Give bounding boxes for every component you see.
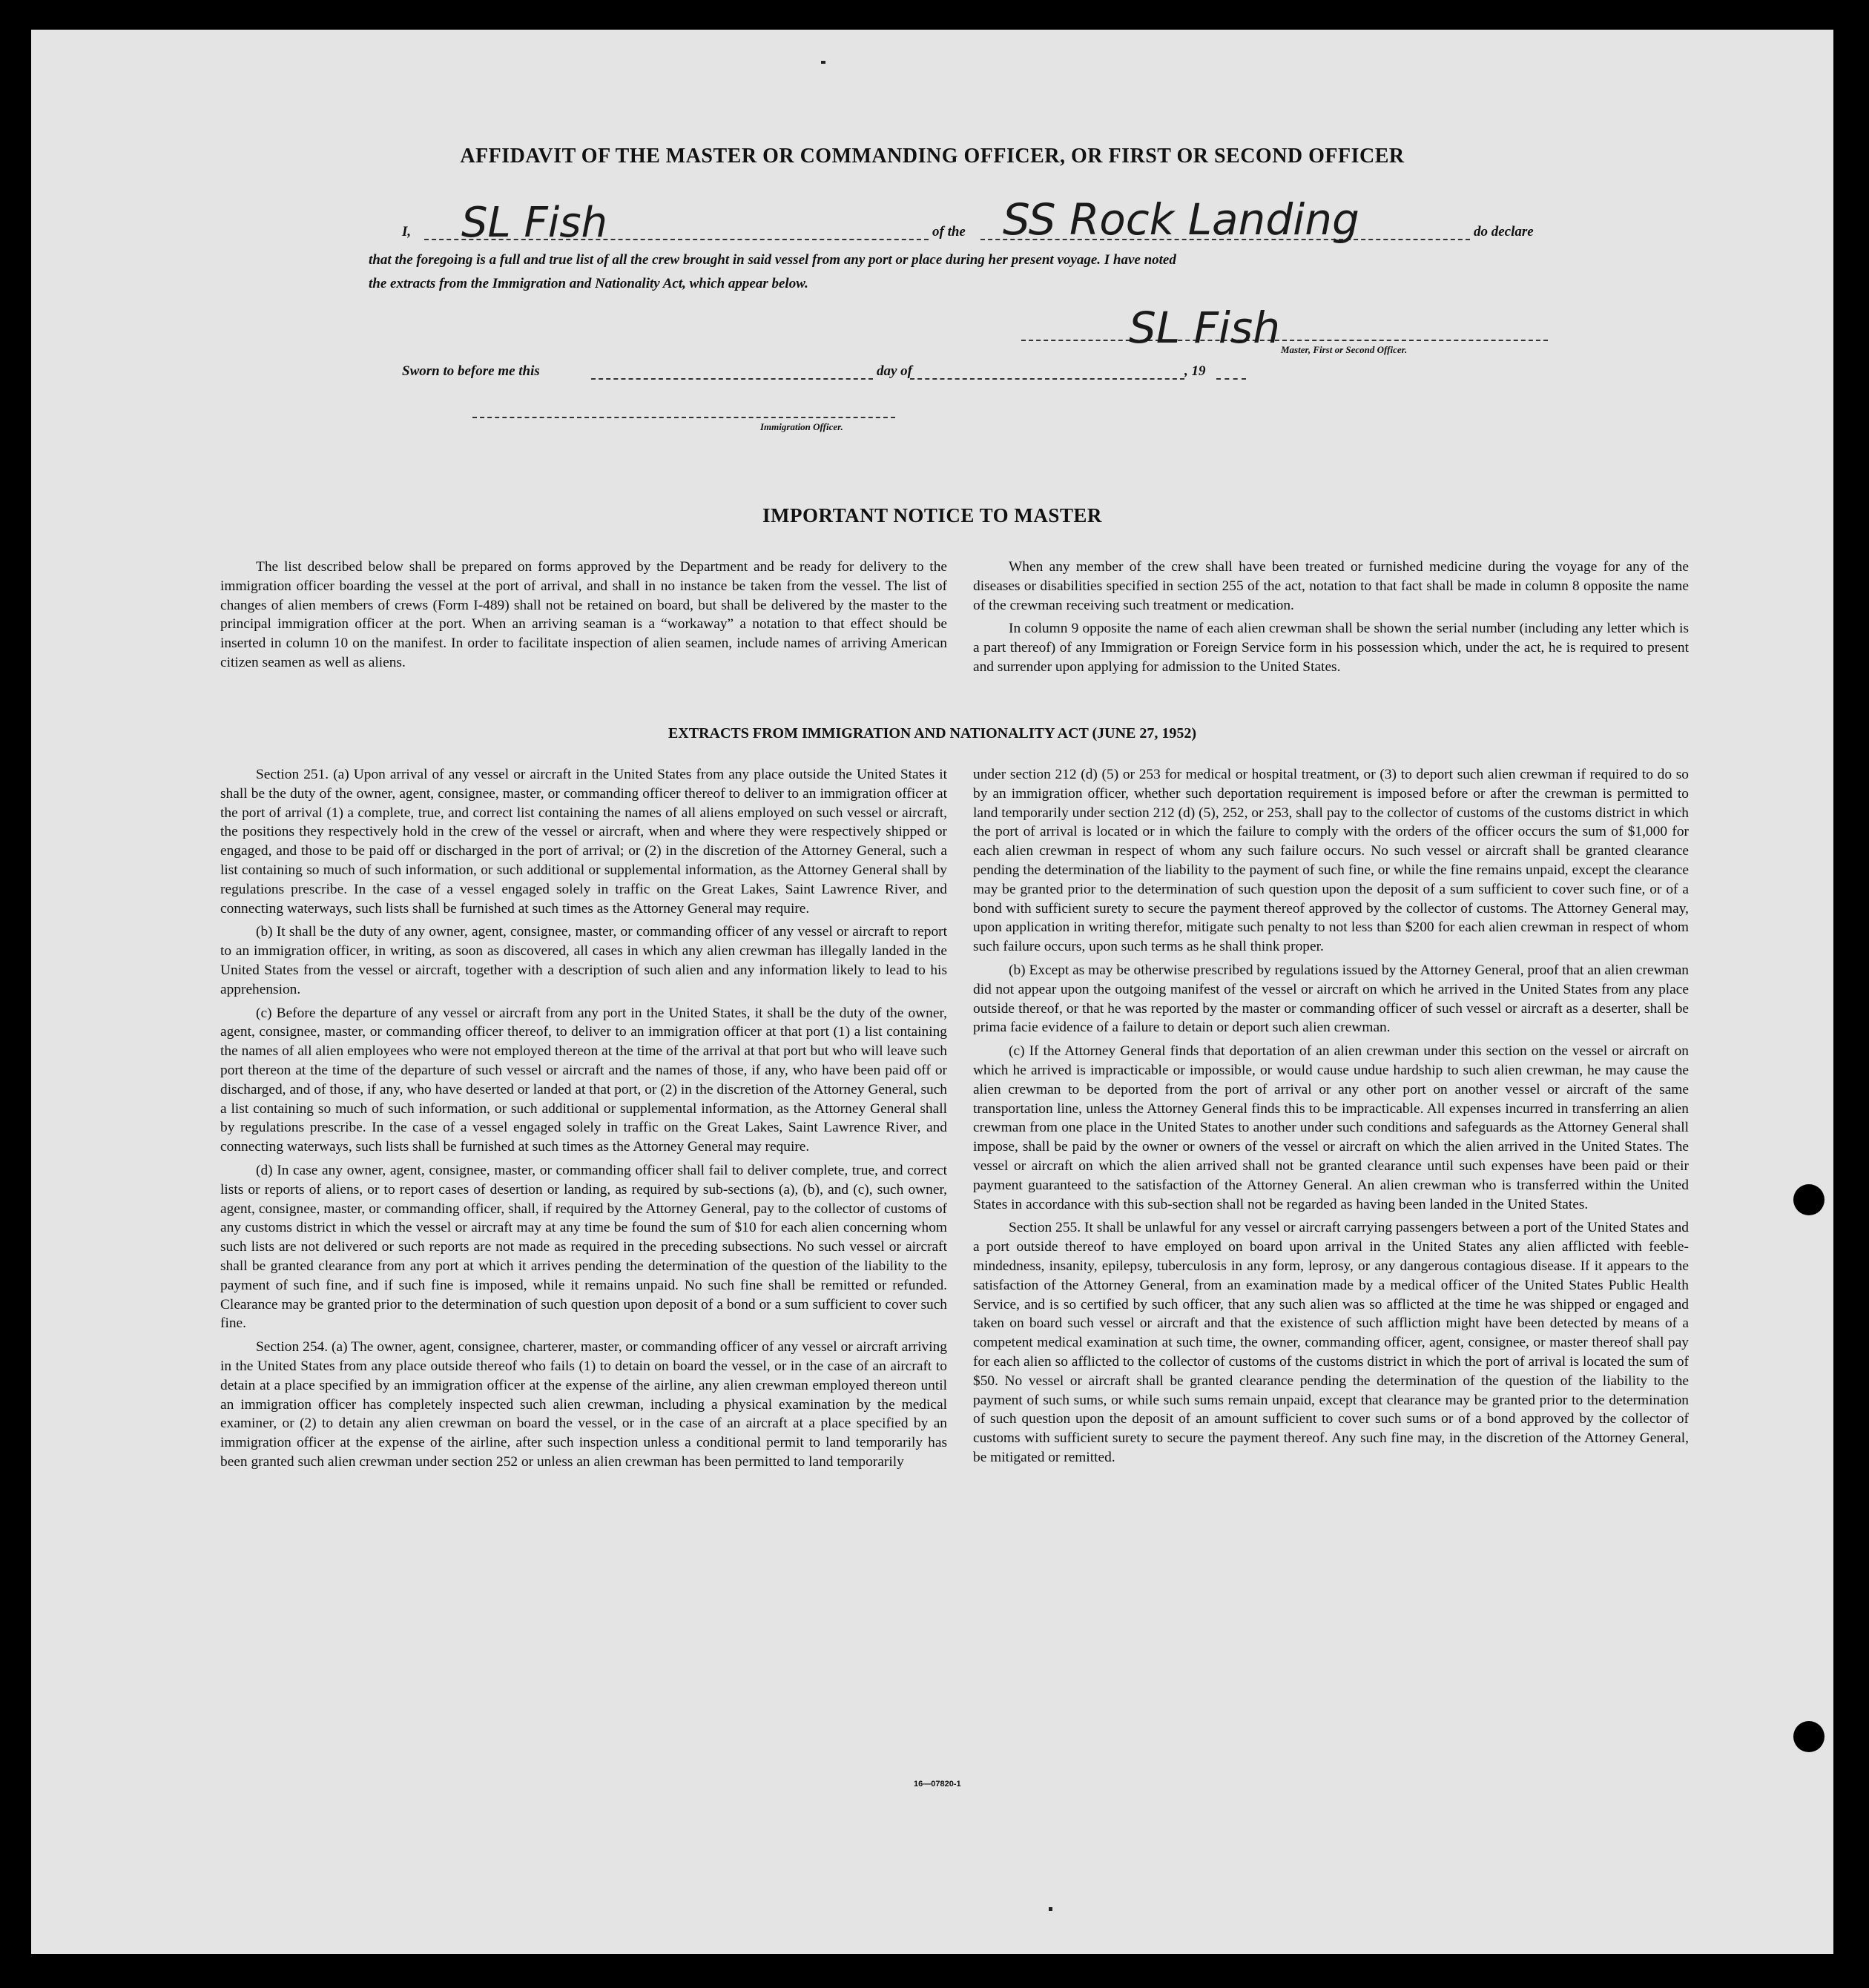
vessel-name-handwriting: SS Rock Landing <box>1003 194 1359 245</box>
extracts-title: EXTRACTS FROM IMMIGRATION AND NATIONALITY ACT (JUNE 27, 1952) <box>668 725 1197 742</box>
notice-title: IMPORTANT NOTICE TO MASTER <box>762 504 1102 526</box>
signer-name-handwriting: SL Fish <box>461 199 607 247</box>
extract-paragraph: (b) It shall be the duty of any owner, agent, consignee, master, or commanding officer of any vessel or aircraft to report to an immigration officer, in writing, as soon as discovered, all cases in which any alien crewman has illegally landed in the United States from the vessel or aircraft, together with a description of such alien and any information likely to lead to his apprehension. <box>220 924 947 997</box>
sworn-year-label: , 19 <box>1184 363 1206 379</box>
master-signature-line <box>1021 340 1548 341</box>
punch-hole <box>1793 1721 1824 1752</box>
master-signature: SL Fish <box>1129 303 1281 353</box>
master-signature-caption: Master, First or Second Officer. <box>1281 344 1408 355</box>
affidavit-declare-label: do declare <box>1474 224 1534 240</box>
affidavit-i-label: I, <box>402 224 412 240</box>
speck <box>1049 1907 1052 1911</box>
speck <box>821 61 825 64</box>
affidavit-line-2: that the foregoing is a full and true list of all the crew brought in said vessel from any port or place during her present voyage. I have noted <box>369 252 1176 268</box>
sworn-year-line <box>1216 378 1246 380</box>
extract-paragraph: (d) In case any owner, agent, consignee, master, or commanding officer shall fail to deliver complete, true, and correct lists or reports of aliens, or to report cases of desertion or landing, as required by sub-sections (a), (b), and (c), such owner, agent, consignee, master, or commanding officer, shall, if required by the Attorney General, pay to the collector of customs of any customs district in which the vessel or aircraft may at any time be found the sum of $10 for each alien concerning whom such lists are not delivered or such reports are not made as required in the preceding subsections. No such vessel or aircraft shall be granted clearance from any port at which it arrives pending the determination of the question of the liability to the payment of such fine, and if such fine is imposed, while it remains unpaid. No such fine shall be remitted or refunded. Clearance may be granted prior to the determination of such question upon deposit of a bond or a sum sufficient to cover such fine. <box>220 1162 947 1332</box>
notice-left-column <box>220 558 947 677</box>
extract-paragraph: under section 212 (d) (5) or 253 for medical or hospital treatment, or (3) to deport such alien crewman if required to do so by an immigration officer, whether such deportation requirement is imposed before or after the crewman is permitted to land temporarily under section 212 (d) (5), 252, or 253, shall pay to the collector of customs of the customs district in which the port of arrival is located or in which the failure to comply with the orders of the officer occurs the sum of $1,000 for each alien crewman in respect of whom any such failure occurs. No such vessel or aircraft shall be granted clearance pending the determination of the liability to the payment of such fine, or while the fine remains unpaid, except the clearance may be granted prior to the determination of such question upon the deposit of a sum sufficient to cover such fine, or of a bond with sufficient surety to secure the payment thereof approved by the collector of customs. The Attorney General may, upon application in writing therefor, mitigate such penalty to not less than $200 for each alien crewman in respect of whom such failure occurs, upon such terms as he shall think proper. <box>973 767 1689 955</box>
extract-paragraph: Section 251. (a) Upon arrival of any vessel or aircraft in the United States from any place outside the United States it shall be the duty of the owner, agent, consignee, master, or commanding officer thereof to deliver to an immigration officer at the port of arrival (1) a complete, true, and correct list containing the names of all aliens employed on such vessel or aircraft, the positions they respectively hold in the crew of the vessel or aircraft, when and where they were respectively shipped or engaged, and those to be paid off or discharged in the port of arrival; or (2) in the discretion of the Attorney General, such a list containing so much of such information, or such additional or supplemental information, as the Attorney General shall by regulations prescribe. In the case of a vessel engaged solely in traffic on the Great Lakes, Saint Lawrence River, and connecting waterways, such lists shall be furnished at such times as the Attorney General may require. <box>220 767 947 917</box>
sworn-date-line <box>591 378 873 380</box>
extract-paragraph: (c) Before the departure of any vessel or aircraft from any port in the United States, it shall be the duty of the owner, agent, consignee, master, or commanding officer thereof, to deliver to an immigration officer at that port (1) a list containing the names of all alien employees who were not employed thereon at the time of the arrival at that port but who will leave such port thereon at the time of the departure of such vessel or aircraft and the names of those, if any, who have been paid off or discharged, and of those, if any, who have deserted or landed at that port, or (2) in the discretion of the Attorney General, such a list containing so much of such information, or such additional or supplemental information, as the Attorney General shall by regulations prescribe. In the case of a vessel engaged solely in traffic on the Great Lakes, Saint Lawrence River, and connecting waterways, such lists shall be furnished at such times as the Attorney General may require. <box>220 1005 947 1155</box>
notice-right-paragraph-2: In column 9 opposite the name of each alien crewman shall be shown the serial number (including any letter which is a part thereof) of any Immigration or Foreign Service form in his possession which, under the act, he is required to present and surrender upon applying for admission to the United States. <box>973 621 1689 675</box>
extract-paragraph: Section 254. (a) The owner, agent, consignee, charterer, master, or commanding officer of any vessel or aircraft arriving in the United States from any place outside thereof who fails (1) to detain on board the vessel, or in the case of an aircraft to detain at a place specified by an immigration officer at the expense of the airline, any alien crewman employed thereon until an immigration officer has completely inspected such alien crewman, including a physical examination by the medical examiner, or (2) to detain any alien crewman on board the vessel, or in the case of an aircraft at a place specified by an immigration officer at the expense of the airline, after such inspection unless a conditional permit to land temporarily has been granted such alien crewman under section 252 or unless an alien crewman has been permitted to land temporarily <box>220 1339 947 1470</box>
sworn-month-line <box>910 378 1184 380</box>
sworn-day-of-label: day of <box>877 363 913 379</box>
extract-paragraph: (b) Except as may be otherwise prescribed by regulations issued by the Attorney General, proof that an alien crewman did not appear upon the outgoing manifest of the vessel or aircraft on which he arrived in the United States from any place outside thereof, or that he was reported by the master or commanding officer of such vessel or aircraft as a deserter, shall be prima facie evidence of a failure to detain or deport such alien crewman. <box>973 962 1689 1036</box>
immigration-officer-caption: Immigration Officer. <box>760 421 843 432</box>
affidavit-title: AFFIDAVIT OF THE MASTER OR COMMANDING OFFICER, OR FIRST OR SECOND OFFICER <box>460 145 1405 168</box>
affidavit-line-3: the extracts from the Immigration and Nationality Act, which appear below. <box>369 276 808 291</box>
extract-paragraph: (c) If the Attorney General finds that deportation of an alien crewman under this section on the vessel or aircraft on which he arrived is impracticable or impossible, or would cause undue hardship to such alien crewman, he may cause the alien crewman to be deported from the port of arrival or any other port on another vessel or aircraft of the same transportation line, unless the Attorney General finds this to be impracticable. All expenses incurred in transferring an alien crewman from one place in the United States to another under such conditions and safeguards as the Attorney General shall impose, shall be paid by the owner or owners of the vessel or aircraft on which the alien arrived in the United States. The vessel or aircraft on which the alien arrived shall not be granted clearance until such expenses have been paid or their payment guaranteed to the satisfaction of the Attorney General. An alien crewman who is transferred within the United States in accordance with this sub-section shall not be regarded as having been landed in the United States. <box>973 1043 1689 1212</box>
affidavit-of-the-label: of the <box>932 224 966 240</box>
notice-right-paragraph-1: When any member of the crew shall have been treated or furnished medicine during the voyage for any of the diseases or disabilities specified in section 255 of the act, notation to that fact shall be made in column 8 opposite the name of the crewman receiving such treatment or medication. <box>973 559 1689 613</box>
form-number: 16—07820-1 <box>914 1780 961 1789</box>
sworn-label: Sworn to before me this <box>402 363 540 379</box>
document-page <box>31 30 1833 1954</box>
extracts-left-column <box>220 765 947 1476</box>
notice-right-column <box>973 558 1689 681</box>
extract-paragraph: Section 255. It shall be unlawful for any vessel or aircraft carrying passengers between a port of the United States and a port outside thereof to have employed on board upon arrival in the United States any alien afflicted with feeble-mindedness, insanity, epilepsy, tuberculosis in any form, leprosy, or any dangerous contagious disease. If it appears to the satisfaction of the Attorney General, from an examination made by a medical officer of the United States Public Health Service, and is so certified by such officer, that any such alien was so afflicted at the time he was shipped or engaged and taken on board such vessel or aircraft and that the existence of such affliction might have been detected by means of a competent medical examination at such time, the owner, commanding officer, agent, consignee, or master thereof shall pay for each alien so afflicted to the collector of customs of the customs district in which the port of arrival is located the sum of $50. No vessel or aircraft shall be granted clearance pending the determination of the question of the liability to the payment of such sums, or while such sums remain unpaid, except that clearance may be granted prior to the determination of such question upon the deposit of an amount sufficient to cover such sums or of a bond approved by the collector of customs with sufficient surety to secure the payment thereof. Any such fine may, in the discretion of the Attorney General, be mitigated or remitted. <box>973 1220 1689 1465</box>
notice-left-paragraph: The list described below shall be prepared on forms approved by the Department and be ready for delivery to the immigration officer boarding the vessel at the port of arrival, and shall in no instance be taken from the vessel. The list of changes of alien members of crews (Form I-489) shall not be retained on board, but shall be delivered by the master to the principal immigration officer at the port. When an arriving seaman is a “workaway” a notation to that effect should be inserted in column 10 on the manifest. In order to facilitate inspection of alien seamen, include names of arriving American citizen seamen as well as aliens. <box>220 559 947 670</box>
immigration-officer-line <box>472 417 895 418</box>
punch-hole <box>1793 1184 1824 1215</box>
extracts-right-column <box>973 765 1689 1472</box>
